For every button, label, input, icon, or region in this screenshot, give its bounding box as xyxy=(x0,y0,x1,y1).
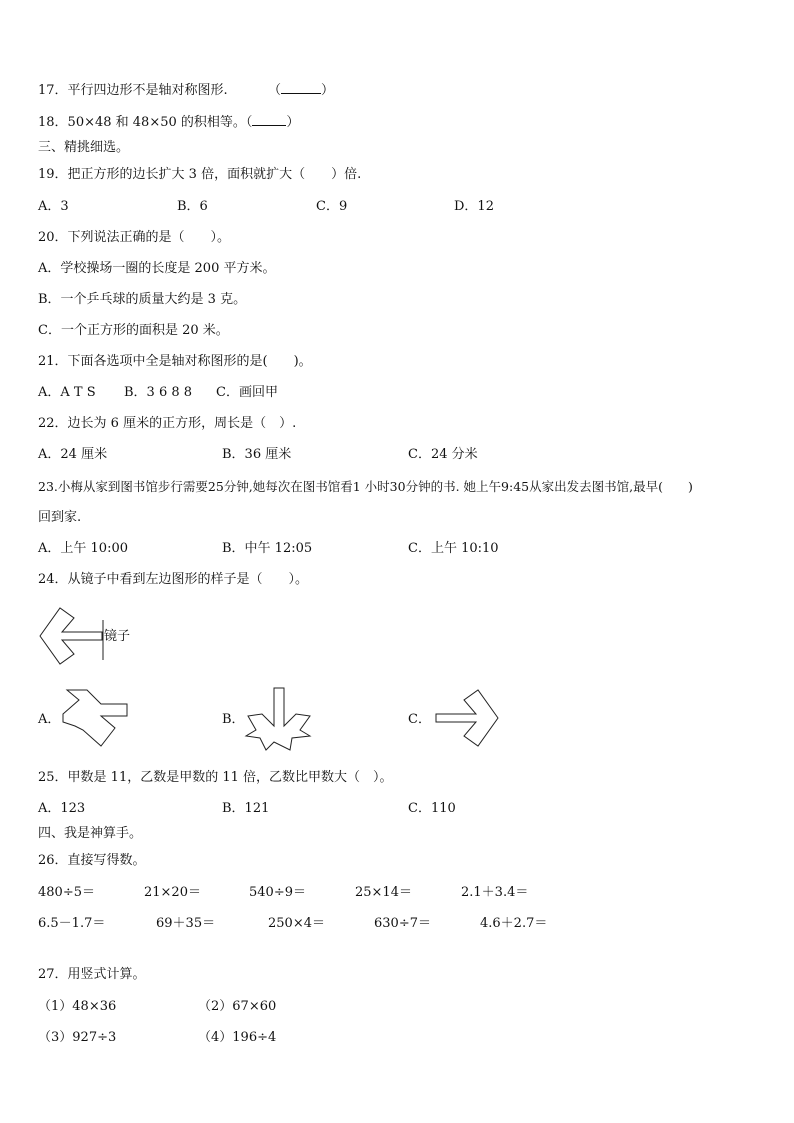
calc-item: 630÷7＝ xyxy=(374,916,431,931)
q22-option-b[interactable]: B．36 厘米 xyxy=(222,447,292,462)
q20-option-c[interactable]: C．一个正方形的面积是 20 米。 xyxy=(38,323,229,338)
question-21-text: 21．下面各选项中全是轴对称图形的是( )。 xyxy=(38,354,312,369)
q19-option-a[interactable]: A．3 xyxy=(38,199,69,214)
q21-option-c[interactable]: C．画回甲 xyxy=(216,385,278,400)
calc-item: 480÷5＝ xyxy=(38,885,95,900)
calc-item: 2.1＋3.4＝ xyxy=(461,885,529,900)
q24-option-a-label[interactable]: A． xyxy=(38,712,61,727)
question-17-text: 17．平行四边形不是轴对称图形. xyxy=(38,83,228,98)
q19-option-c[interactable]: C．9 xyxy=(316,199,348,214)
calc-item: 540÷9＝ xyxy=(249,885,306,900)
question-18 xyxy=(38,115,299,131)
section-heading-3: 三、精挑细选。 xyxy=(38,140,130,155)
question-26-text: 26．直接写得数。 xyxy=(38,853,146,868)
calc-item: 21×20＝ xyxy=(144,885,201,900)
q23-option-c[interactable]: C．上午 10:10 xyxy=(408,541,499,556)
mirror-label: 镜子 xyxy=(104,629,131,644)
question-18-text: 18．50×48 和 48×50 的积相等。（ xyxy=(38,115,253,130)
q22-option-a[interactable]: A．24 厘米 xyxy=(38,447,108,462)
question-20-text: 20．下列说法正确的是（ ）。 xyxy=(38,230,231,245)
calc-item: 4.6＋2.7＝ xyxy=(480,916,548,931)
q22-option-c[interactable]: C．24 分米 xyxy=(408,447,478,462)
q24-option-c-figure[interactable] xyxy=(426,686,500,750)
arrow-shape-a xyxy=(63,690,127,746)
paren-open: （ xyxy=(267,83,281,98)
question-23-text-line1: 23.小梅从家到图书馆步行需要25分钟,她每次在图书馆看1 小时30分钟的书. 她上午9:45从家出发去图书馆,最早( ) xyxy=(38,479,693,494)
vertical-calc-item: （4）196÷4 xyxy=(198,1030,277,1045)
vertical-calc-item: （2）67×60 xyxy=(198,999,277,1014)
question-27-text: 27．用竖式计算。 xyxy=(38,967,146,982)
calc-item: 250×4＝ xyxy=(268,916,325,931)
calc-item: 25×14＝ xyxy=(355,885,412,900)
q24-option-a-figure[interactable] xyxy=(61,686,131,750)
q24-option-b-label[interactable]: B． xyxy=(222,712,245,727)
arrow-right-shape xyxy=(436,690,498,746)
q23-option-b[interactable]: B．中午 12:05 xyxy=(222,541,313,556)
q20-option-b[interactable]: B．一个乒乓球的质量大约是 3 克。 xyxy=(38,292,247,307)
q24-option-c-label[interactable]: C． xyxy=(408,712,431,727)
calc-item: 69＋35＝ xyxy=(156,916,216,931)
question-24-text: 24．从镜子中看到左边图形的样子是（ ）。 xyxy=(38,572,309,587)
vertical-calc-item: （3）927÷3 xyxy=(38,1030,117,1045)
vertical-calc-item: （1）48×36 xyxy=(38,999,117,1014)
q21-option-b[interactable]: B．3 6 8 8 xyxy=(124,385,193,400)
answer-blank-18[interactable] xyxy=(252,125,286,126)
q25-option-b[interactable]: B．121 xyxy=(222,801,270,816)
q25-option-c[interactable]: C．110 xyxy=(408,801,456,816)
question-22-text: 22．边长为 6 厘米的正方形，周长是（ ）. xyxy=(38,416,297,431)
paren-close: ） xyxy=(320,83,334,98)
answer-blank-17[interactable] xyxy=(281,93,321,94)
paren-close: ） xyxy=(286,115,300,130)
q20-option-a[interactable]: A．学校操场一圈的长度是 200 平方米。 xyxy=(38,261,276,276)
arrow-shape-b xyxy=(246,688,310,750)
q24-original-figure xyxy=(38,604,108,668)
question-19-text: 19．把正方形的边长扩大 3 倍，面积就扩大（ ）倍. xyxy=(38,167,362,182)
arrow-left-shape xyxy=(40,608,102,664)
q19-option-d[interactable]: D．12 xyxy=(454,199,494,214)
question-17 xyxy=(38,83,334,99)
calc-item: 6.5－1.7＝ xyxy=(38,916,106,931)
q24-option-b-figure[interactable] xyxy=(244,686,314,754)
q21-option-a[interactable]: A．A T S xyxy=(38,385,96,400)
q25-option-a[interactable]: A．123 xyxy=(38,801,86,816)
question-25-text: 25．甲数是 11，乙数是甲数的 11 倍，乙数比甲数大（ ）。 xyxy=(38,770,393,785)
question-23-text-line2: 回到家. xyxy=(38,510,82,525)
q19-option-b[interactable]: B．6 xyxy=(177,199,208,214)
q23-option-a[interactable]: A．上午 10:00 xyxy=(38,541,128,556)
section-heading-4: 四、我是神算手。 xyxy=(38,826,143,841)
